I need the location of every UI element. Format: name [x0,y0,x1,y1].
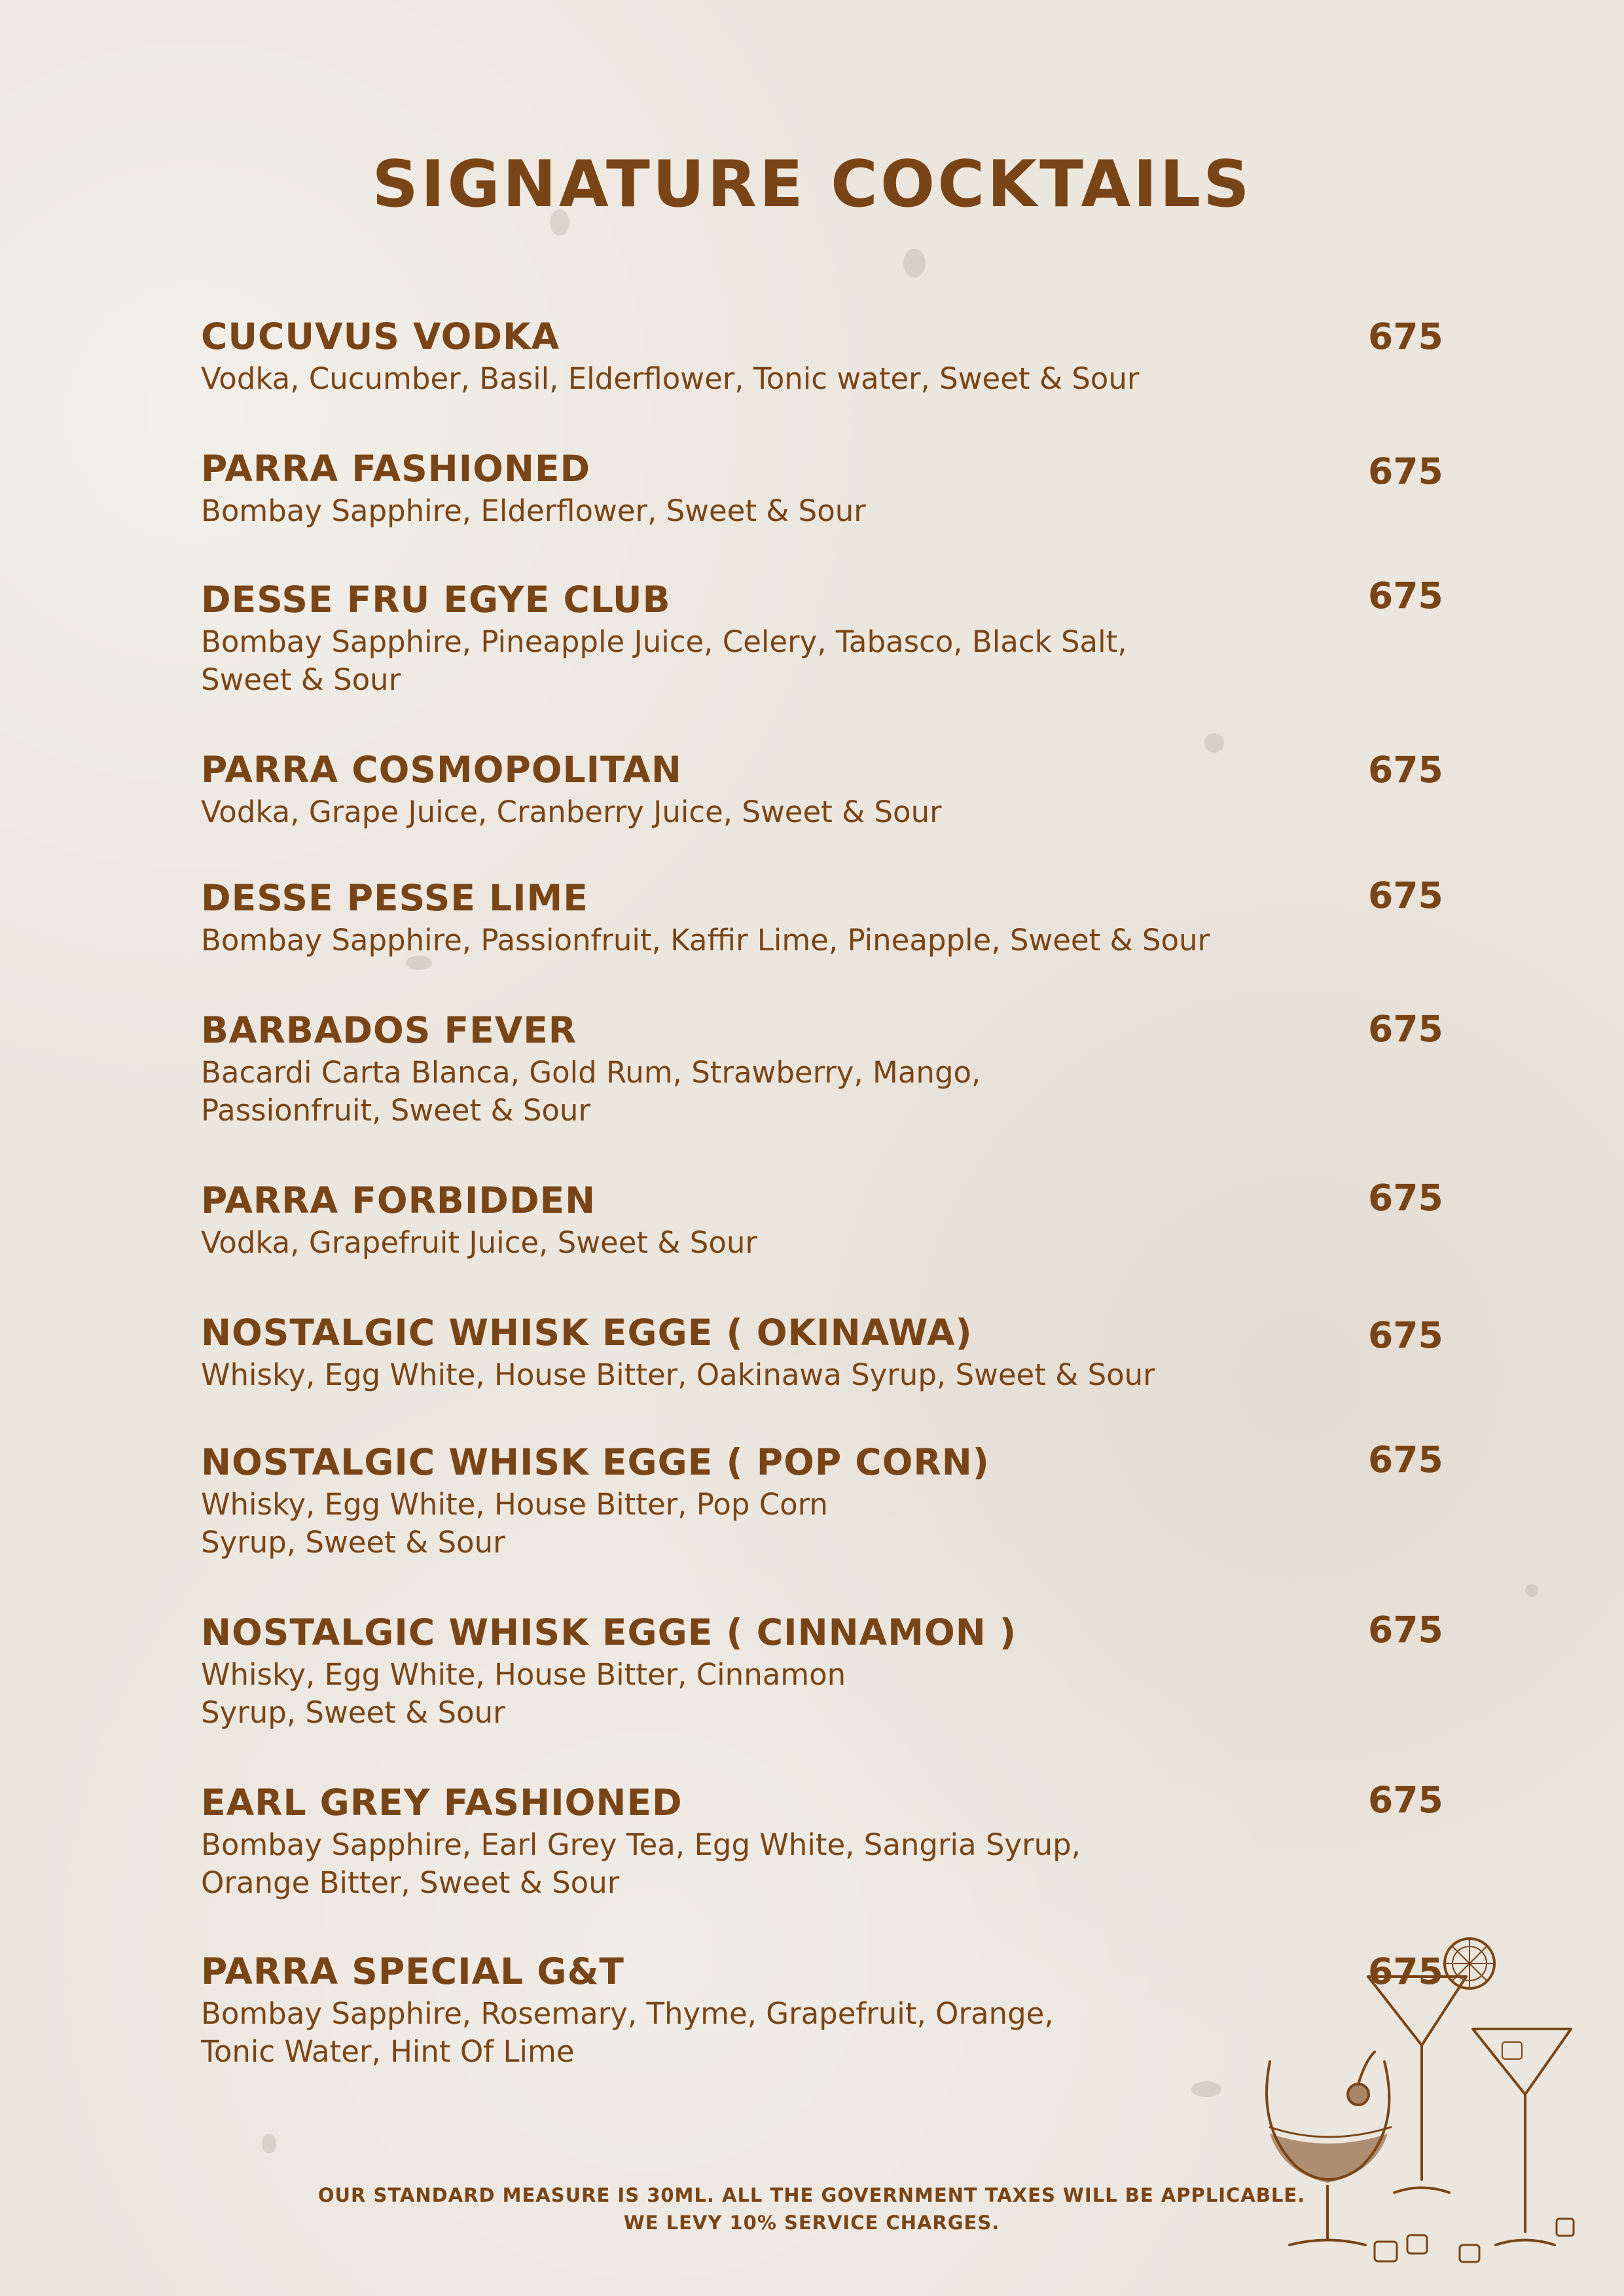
item-description-line: Whisky, Egg White, House Bitter, Pop Corn [201,1487,828,1522]
page-title: SIGNATURE COCKTAILS [372,147,1252,222]
footer-line: WE LEVY 10% SERVICE CHARGES. [623,2212,1000,2234]
item-price: 675 [1368,1439,1443,1480]
footer-note [196,2181,1427,2236]
item-description [201,1826,1445,1902]
menu-item [201,1178,1445,1262]
item-description-line: Whisky, Egg White, House Bitter, Oakinawa Syrup, Sweet & Sour [201,1357,1155,1392]
menu-item [201,314,1445,398]
item-name: NOSTALGIC WHISK EGGE ( OKINAWA) [201,1312,973,1354]
item-description-line: Passionfruit, Sweet & Sour [201,1093,590,1128]
item-name: DESSE FRU EGYE CLUB [201,579,671,620]
martini-glass-icon [1368,1977,1466,2193]
item-description-line: Orange Bitter, Sweet & Sour [201,1865,620,1900]
item-description [201,922,1445,960]
item-description [201,1656,1445,1732]
item-description-line: Bombay Sapphire, Rosemary, Thyme, Grapefruit, Orange, [201,1996,1054,2031]
item-description [201,1224,1445,1262]
item-description-line: Bombay Sapphire, Passionfruit, Kaffir Lime, Pineapple, Sweet & Sour [201,923,1210,958]
paper-speck [1191,2081,1221,2097]
item-name: DESSE PESSE LIME [201,877,588,919]
item-description-line: Tonic Water, Hint Of Lime [201,2034,575,2069]
item-description-line: Whisky, Egg White, House Bitter, Cinnamon [201,1657,846,1692]
menu-item [201,1008,1445,1130]
item-price: 675 [1368,575,1443,617]
menu-item [201,876,1445,960]
item-name: PARRA FORBIDDEN [201,1179,596,1221]
item-description-line: Sweet & Sour [201,662,401,697]
item-description [201,492,1445,530]
item-name: PARRA SPECIAL G&T [201,1950,624,1992]
item-price: 675 [1368,1609,1443,1651]
coupe-glass-icon [1473,2029,1571,2245]
footer-line: OUR STANDARD MEASURE IS 30ML. ALL THE GOVERNMENT TAXES WILL BE APPLICABLE. [317,2184,1306,2206]
item-name: NOSTALGIC WHISK EGGE ( POP CORN) [201,1441,990,1483]
item-description-line: Syrup, Sweet & Sour [201,1525,505,1560]
item-description [201,623,1445,699]
item-description [201,1054,1445,1130]
item-name: PARRA FASHIONED [201,448,591,490]
item-description [201,360,1445,398]
menu-item [201,1310,1445,1394]
item-description-line: Bombay Sapphire, Earl Grey Tea, Egg White, Sangria Syrup, [201,1827,1081,1862]
paper-speck [903,249,926,278]
item-description-line: Syrup, Sweet & Sour [201,1695,505,1730]
item-name: EARL GREY FASHIONED [201,1782,683,1823]
paper-speck [262,2134,276,2153]
menu-item [201,577,1445,699]
menu-item [201,747,1445,831]
item-price: 675 [1368,874,1443,916]
item-description [201,1356,1445,1394]
item-price: 675 [1368,1779,1443,1821]
item-price: 675 [1368,1008,1443,1050]
item-description [201,1486,1445,1562]
item-description-line: Bacardi Carta Blanca, Gold Rum, Strawberry, Mango, [201,1055,981,1090]
item-name: PARRA COSMOPOLITAN [201,749,682,791]
item-price: 675 [1368,1314,1443,1356]
menu-item [201,446,1445,530]
item-name: CUCUVUS VODKA [201,315,560,357]
item-price: 675 [1368,1177,1443,1219]
item-price: 675 [1368,1950,1443,1992]
menu-item [201,1610,1445,1732]
item-name: BARBADOS FEVER [201,1009,577,1051]
item-description-line: Vodka, Grapefruit Juice, Sweet & Sour [201,1225,757,1260]
menu-item [201,1780,1445,1902]
item-description [201,793,1445,831]
item-description-line: Bombay Sapphire, Elderflower, Sweet & Sour [201,493,866,528]
item-price: 675 [1368,749,1443,791]
item-description-line: Bombay Sapphire, Pineapple Juice, Celery, Tabasco, Black Salt, [201,624,1127,659]
item-name: NOSTALGIC WHISK EGGE ( CINNAMON ) [201,1611,1017,1653]
item-price: 675 [1368,450,1443,492]
item-description-line: Vodka, Grape Juice, Cranberry Juice, Sweet & Sour [201,795,942,829]
paper-speck [1525,1584,1538,1597]
item-description-line: Vodka, Cucumber, Basil, Elderflower, Tonic water, Sweet & Sour [201,361,1140,396]
item-price: 675 [1368,315,1443,357]
menu-item [201,1440,1445,1562]
